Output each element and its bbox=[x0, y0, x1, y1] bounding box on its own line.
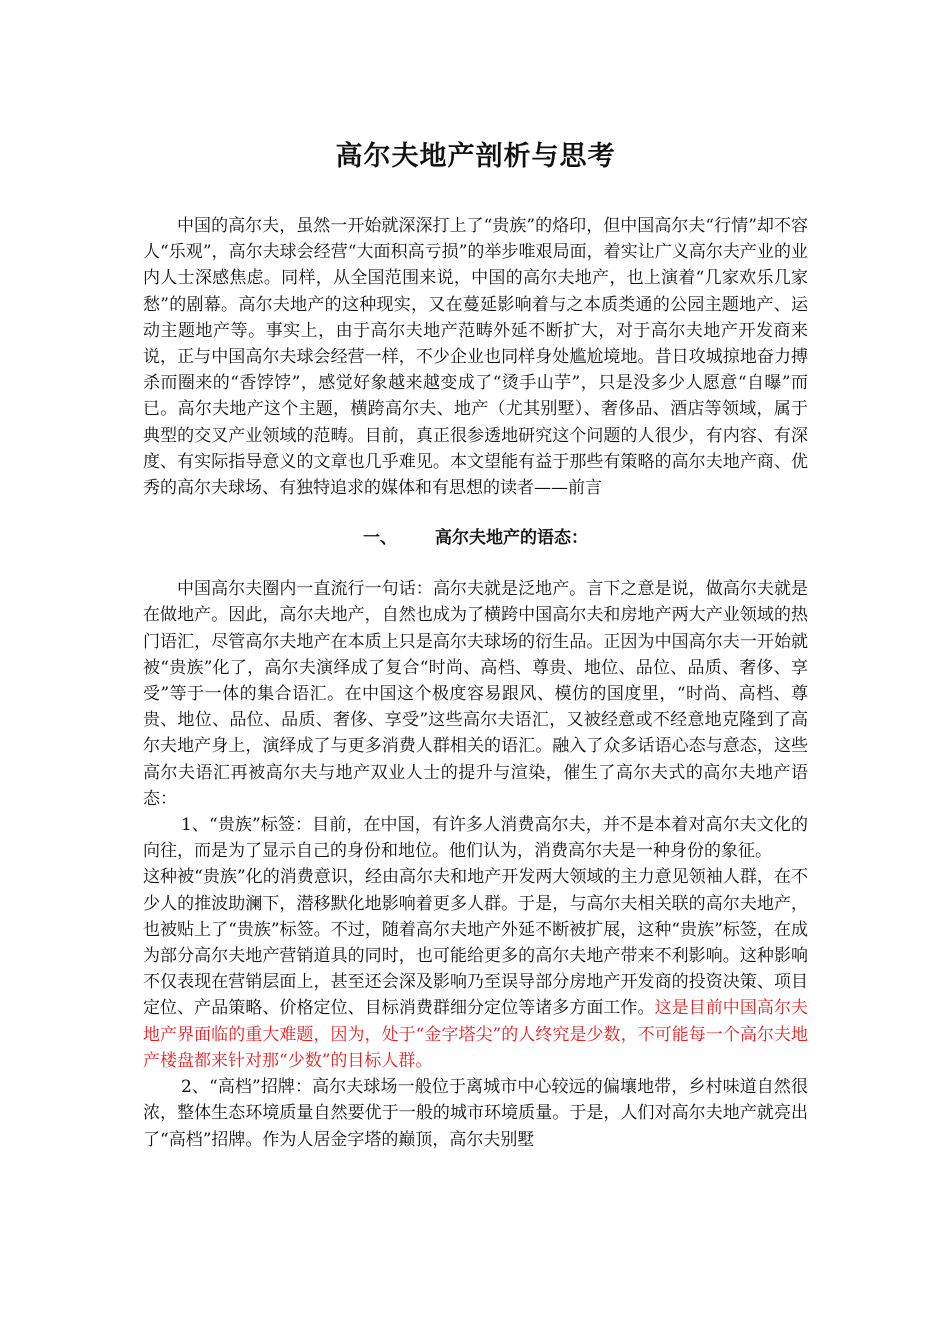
section-number: 一、 bbox=[363, 528, 397, 549]
list-item-1: 1、“贵族”标签：目前，在中国，有许多人消费高尔夫，并不是本着对高尔夫文化的向往，而是为了显示自己的身份和地位。他们认为，消费高尔夫是一种身份的象征。 bbox=[143, 815, 808, 862]
intro-paragraph: 中国的高尔夫，虽然一开始就深深打上了“贵族”的烙印，但中国高尔夫“行情”却不容人“乐观”，高尔夫球会经营“大面积高亏损”的举步唯艰局面，着实让广义高尔夫产业的业内人士深感焦虑。同样，从全国范围来说，中国的高尔夫地产，也上演着“几家欢乐几家愁”的剧幕。高尔夫地产的这种现实，又在蔓延影响着与之本质类通的公园主题地产、运动主题地产等。事实上，由于高尔夫地产范畴外延不断扩大，对于高尔夫地产开发商来说，正与中国高尔夫球会经营一样，不少企业也同样身处尴尬境地。昔日攻城掠地奋力搏杀而圈来的“香饽饽”，感觉好象越来越变成了“烫手山芋”，只是没多少人愿意“自曝”而已。高尔夫地产这个主题，横跨高尔夫、地产（尤其别墅）、奢侈品、酒店等领域，属于典型的交叉产业领域的范畴。目前，真正很参透地研究这个问题的人很少，有内容、有深度、有实际指导意义的文章也几乎难见。本文望能有益于那些有策略的高尔夫地产商、优秀的高尔夫球场、有独特追求的媒体和有思想的读者——前言 bbox=[143, 216, 808, 499]
highlighted-text: 这是目前中国高尔夫地产界面临的重大难题，因为，处于“金字塔尖”的人终究是少数，不可能每一个高尔夫地产楼盘都来针对那“少数”的目标人群。 bbox=[143, 998, 808, 1071]
list-item-1-continuation bbox=[143, 864, 808, 1074]
section-paragraph: 中国高尔夫圈内一直流行一句话：高尔夫就是泛地产。言下之意是说，做高尔夫就是在做地产。因此，高尔夫地产，自然也成为了横跨中国高尔夫和房地产两大产业领域的热门语汇，尽管高尔夫地产在本质上只是高尔夫球场的衍生品。正因为中国高尔夫一开始就被“贵族”化了，高尔夫演绎成了复合“时尚、高档、尊贵、地位、品位、品质、奢侈、享受”等于一体的集合语汇。在中国这个极度容易跟风、模仿的国度里，“时尚、高档、尊贵、地位、品位、品质、奢侈、享受”这些高尔夫语汇，又被经意或不经意地克隆到了高尔夫地产身上，演绎成了与更多消费人群相关的语汇。融入了众多话语心态与意态，这些高尔夫语汇再被高尔夫与地产双业人士的提升与渲染，催生了高尔夫式的高尔夫地产语态： bbox=[143, 579, 808, 809]
section-heading bbox=[143, 523, 808, 548]
document-title: 高尔夫地产剖析与思考 bbox=[335, 141, 616, 172]
document-page bbox=[143, 120, 808, 1153]
list-item-2: 2、“高档”招牌：高尔夫球场一般位于离城市中心较远的偏壤地带，乡村味道自然很浓，整体生态环境质量自然要优于一般的城市环境质量。于是，人们对高尔夫地产就亮出了“高档”招牌。作为人居金字塔的巅顶，高尔夫别墅 bbox=[143, 1077, 808, 1150]
section-heading-text: 高尔夫地产的语态： bbox=[435, 528, 588, 549]
continuation-text: 这种被“贵族”化的消费意识，经由高尔夫和地产开发两大领域的主力意见领袖人群，在不少人的推波助澜下，潜移默化地影响着更多人群。于是，与高尔夫相关联的高尔夫地产，也被贴上了“贵族”标签。不过，随着高尔夫地产外延不断被扩展，这种“贵族”标签，在成为部分高尔夫地产营销道具的同时，也可能给更多的高尔夫地产带来不利影响。这种影响不仅表现在营销层面上，甚至还会深及影响乃至误导部分房地产开发商的投资决策、项目定位、产品策略、价格定位、目标消费群细分定位等诸多方面工作。 bbox=[143, 867, 808, 1019]
